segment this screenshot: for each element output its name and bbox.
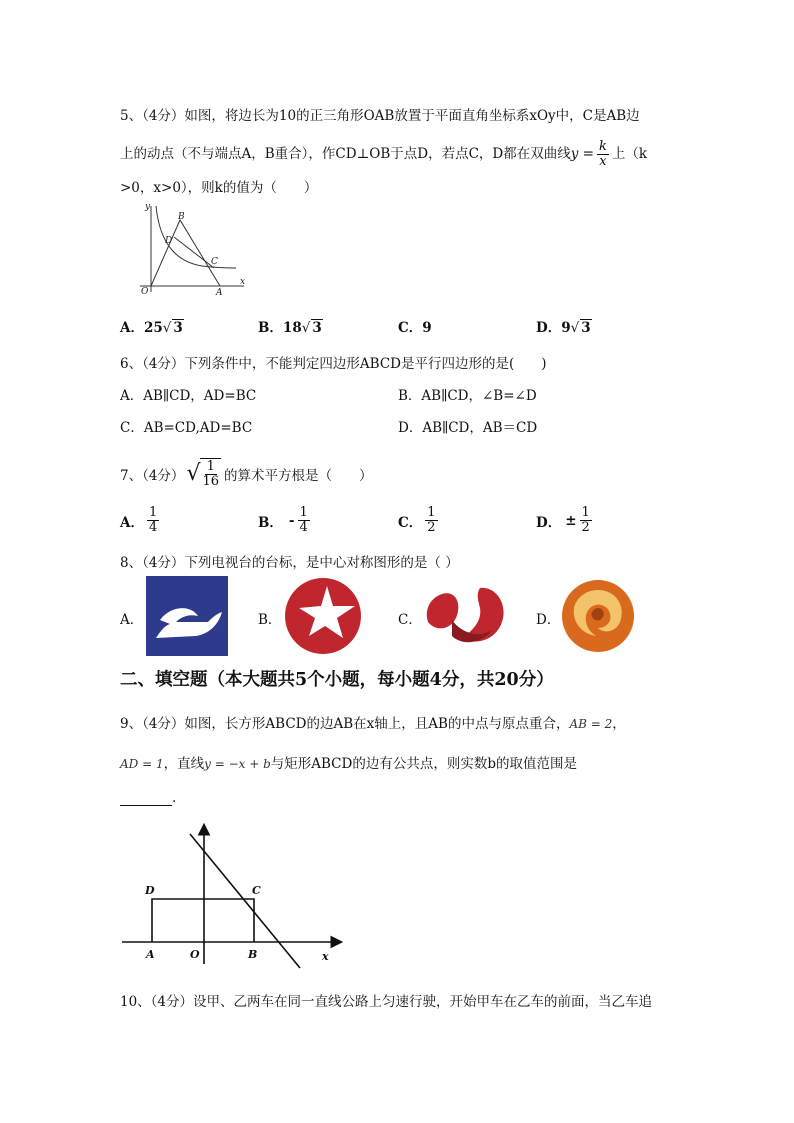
q5-frac-k: k: [598, 139, 607, 154]
q8-logo-a[interactable]: [146, 576, 228, 656]
q9-label-x: x: [322, 950, 329, 963]
q6-option-c[interactable]: C．AB=CD,AD=BC: [120, 420, 253, 436]
q10-stem-line1: 10、（4分）设甲、乙两车在同一直线公路上匀速行驶，开始甲车在乙车的前面，当乙车追: [120, 994, 653, 1010]
q5-label-a: A: [216, 288, 223, 296]
q9-label-c: C: [252, 884, 261, 897]
q5-option-c[interactable]: [398, 316, 432, 336]
q8-option-c-letter[interactable]: C．: [398, 612, 422, 628]
q7-option-c[interactable]: [398, 506, 441, 535]
q5-opt-c-value: 9: [422, 320, 432, 336]
q9-line1-math: AB = 2: [569, 717, 613, 731]
q7-frac-num: 1: [206, 459, 215, 474]
q7-opt-b-sign: -: [288, 512, 295, 529]
q7-stem: [120, 458, 373, 489]
q5-figure: [132, 200, 248, 296]
q5-label-o: O: [141, 287, 149, 296]
q7-opt-c-num: 1: [427, 505, 436, 520]
q8-logo-c[interactable]: [422, 580, 510, 652]
q5-option-b[interactable]: B．18√ 3: [258, 320, 322, 336]
q5-opt-a-value: 25: [143, 320, 163, 336]
q7-opt-c-letter: C．: [398, 514, 423, 531]
q7-option-d[interactable]: [536, 506, 595, 535]
q7-option-b[interactable]: [258, 506, 313, 535]
q7-frac-den: 16: [202, 474, 220, 489]
q8-option-d-letter[interactable]: D．: [536, 612, 561, 628]
q7-opt-b-frac: [298, 506, 310, 535]
q7-option-a[interactable]: [120, 506, 162, 535]
q5-opt-a-radicand: 3: [173, 320, 183, 336]
q5-frac-x: x: [599, 154, 607, 169]
q7-opt-d-num: 1: [581, 505, 590, 520]
q5-label-x: x: [240, 277, 246, 287]
q5-line2-end: 上（k: [611, 146, 648, 162]
q9-line: [190, 834, 300, 968]
q5-label-y: y: [145, 202, 151, 212]
q9-line1-end: ，: [612, 716, 626, 732]
q5-opt-b-value: 18: [282, 320, 302, 336]
q5-option-d[interactable]: D．9√ 3: [536, 320, 591, 336]
q5-segment-cd: [174, 237, 214, 268]
q5-stem-line3: >0，x>0），则k的值为（ ）: [120, 180, 318, 196]
q9-line2-math-a: AD = 1: [120, 757, 164, 771]
q6-option-a[interactable]: A．AB∥CD，AD=BC: [120, 388, 257, 404]
q5-opt-d-value: 9: [561, 320, 571, 336]
q7-suffix: 的算术平方根是（ ）: [224, 467, 373, 484]
q5-stem-line2: [120, 140, 647, 169]
q8-stem: 8、（4分）下列电视台的台标，是中心对称图形的是（ ）: [120, 555, 459, 571]
q6-option-d[interactable]: D．AB∥CD，AB＝CD: [398, 420, 538, 436]
q6-stem: 6、（4分）下列条件中，不能判定四边形ABCD是平行四边形的是( ): [120, 356, 547, 372]
q7-opt-d-sign: ±: [565, 512, 577, 529]
q5-hyperbola-fraction: [597, 140, 609, 169]
q8-logo-d[interactable]: [560, 578, 636, 654]
q9-label-o: O: [190, 948, 200, 961]
q7-opt-c-frac: [425, 506, 437, 535]
q5-opt-a-letter: A．: [120, 320, 144, 336]
q7-opt-c-den: 2: [427, 520, 436, 535]
q8-logo-b[interactable]: [283, 576, 363, 656]
q9-line2-math-b: y = −x + b: [204, 757, 271, 771]
q7-opt-a-letter: A．: [120, 514, 144, 531]
q9-stem-line2: [120, 752, 577, 772]
q5-option-a[interactable]: A．25√ 3: [120, 320, 183, 336]
q9-line3-end: .: [172, 790, 177, 806]
q6-option-b[interactable]: B．AB∥CD，∠B=∠D: [398, 388, 537, 404]
q5-label-c: C: [211, 257, 218, 267]
q5-opt-c-letter: C．: [398, 320, 423, 336]
q5-opt-d-radicand: 3: [581, 320, 591, 336]
q9-label-a: A: [146, 948, 155, 961]
q8-option-b-letter[interactable]: B．: [258, 612, 282, 628]
q7-prefix: 7、（4分）: [120, 467, 185, 484]
q7-opt-a-num: 1: [148, 505, 158, 520]
section-2-heading: 二、填空题（本大题共5个小题，每小题4分，共20分）: [120, 670, 554, 690]
q7-opt-d-letter: D．: [536, 514, 562, 531]
q7-opt-d-frac: [580, 506, 592, 535]
q7-opt-a-frac: [147, 506, 159, 535]
q5-label-b: B: [178, 212, 185, 222]
q7-opt-b-num: 1: [299, 505, 308, 520]
q5-opt-d-letter: D．: [536, 320, 562, 336]
q8-option-a-letter[interactable]: A．: [120, 612, 144, 628]
q7-opt-b-den: 4: [299, 520, 308, 535]
q5-stem-line1: 5、（4分）如图，将边长为10的正三角形OAB放置于平面直角坐标系xOy中，C是AB边: [120, 108, 640, 124]
q9-stem-line1: [120, 712, 626, 732]
q9-line2-text-a: ，直线: [163, 756, 205, 772]
q7-radical-sign: √: [186, 461, 201, 486]
q5-label-d: D: [165, 236, 173, 246]
q7-radicand-fraction: [200, 458, 221, 489]
q9-label-b: B: [248, 948, 258, 961]
q5-opt-b-radicand: 3: [312, 320, 322, 336]
q7-opt-b-letter: B．: [258, 514, 283, 531]
q9-line1-text: 9、（4分）如图，长方形ABCD的边AB在x轴上，且AB的中点与原点重合，: [120, 716, 570, 732]
q9-line2-text-b: 与矩形ABCD的边有公共点，则实数b的取值范围是: [270, 756, 577, 772]
q9-label-d: D: [145, 884, 155, 897]
q7-opt-d-den: 2: [581, 520, 590, 535]
q9-rectangle: [152, 899, 254, 942]
q9-answer-blank[interactable]: [120, 793, 172, 806]
q9-figure: [118, 822, 344, 972]
q9-stem-line3: [120, 790, 176, 806]
q5-opt-b-letter: B．: [258, 320, 283, 336]
q5-line2-text: 上的动点（不与端点A，B重合），作CD⊥OB于点D，若点C，D都在双曲线: [120, 146, 571, 162]
q5-hyperbola-y: y =: [570, 146, 594, 162]
q7-opt-a-den: 4: [148, 520, 158, 535]
